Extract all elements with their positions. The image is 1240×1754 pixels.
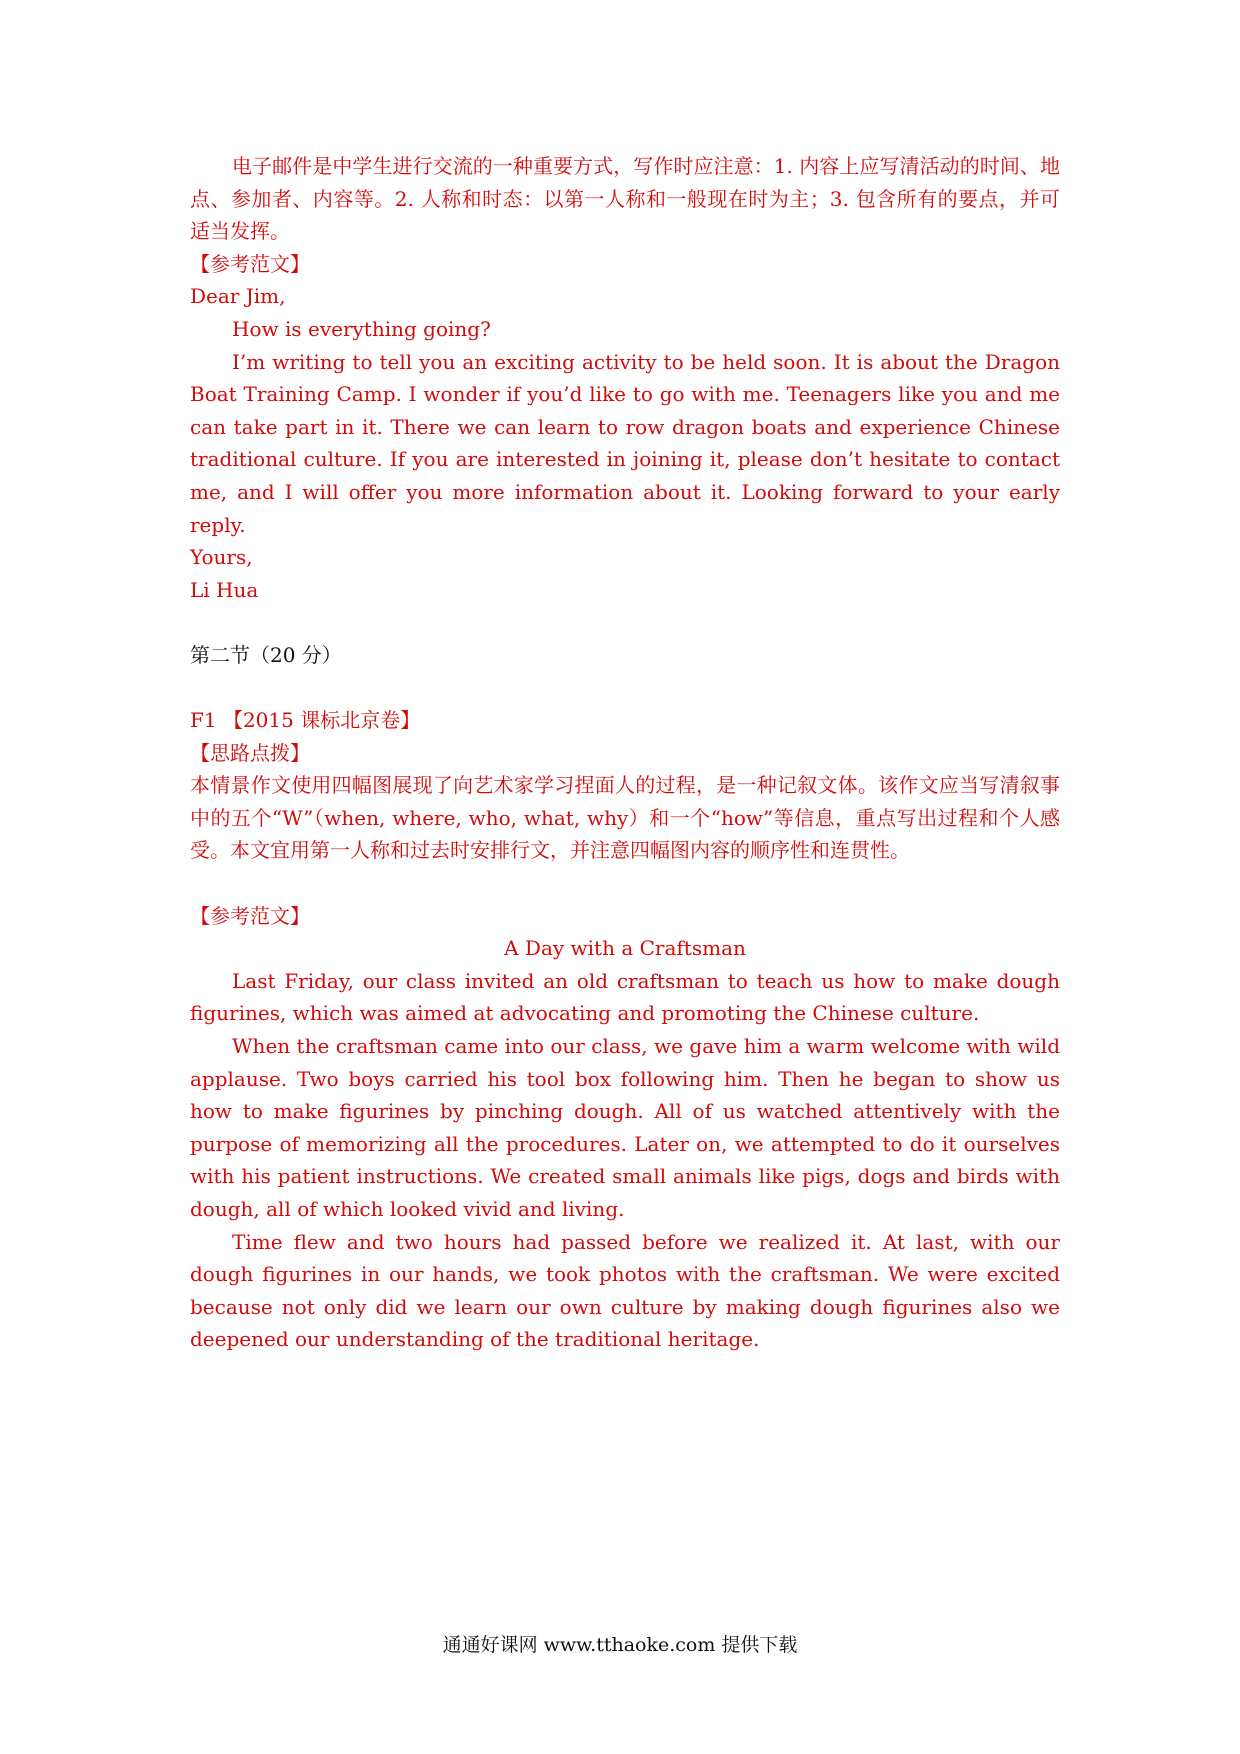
letter-body: I’m writing to tell you an exciting activity to be held soon. It is about the Dragon Boat Training Camp. I wonder if you’d like to go with me. Teenagers like you and me can take part in it. There we can learn to row dragon boats and experience Chinese traditional culture. If you are interested in joining it, please don’t hesitate to contact me, and I will offer you more information about it. Looking forward to your early reply. <box>190 349 1060 537</box>
letter-signature: Li Hua <box>190 577 259 602</box>
essay-title: A Day with a Craftsman <box>504 936 746 961</box>
sample-heading-2: 【参考范文】 <box>190 903 310 928</box>
document-page <box>190 150 1060 1356</box>
sample-heading-1: 【参考范文】 <box>190 251 310 276</box>
letter-salutation: Dear Jim, <box>190 284 286 309</box>
spacer <box>190 606 1060 639</box>
spacer <box>190 672 1060 705</box>
letter-greeting: How is everything going? <box>232 316 491 341</box>
essay-paragraph-1: Last Friday, our class invited an old craftsman to teach us how to make dough figurines, which was aimed at advocating and promoting the Chinese culture. <box>190 968 1060 1026</box>
hint-text: 本情景作文使用四幅图展现了向艺术家学习捏面人的过程，是一种记叙文体。该作文应当写清叙事中的五个“W”（when, where, who, what, why）和一个“how”等信息，重点写出过程和个人感受。本文宜用第一人称和过去时安排行文，并注意四幅图内容的顺序性和连贯性。 <box>190 773 1060 863</box>
letter-closing: Yours, <box>190 545 253 570</box>
essay-paragraph-2: When the craftsman came into our class, we gave him a warm welcome with wild applause. Two boys carried his tool box following him. Then he began to show us how to make figurines by pinching dough. All of us watched attentively with the purpose of memorizing all the procedures. Later on, we attempted to do it ourselves with his patient instructions. We created small animals like pigs, dogs and birds with dough, all of which looked vivid and living. <box>190 1034 1060 1221</box>
spacer <box>190 867 1060 900</box>
hint-heading: 【思路点拨】 <box>190 740 310 765</box>
essay-paragraph-3: Time flew and two hours had passed before we realized it. At last, with our dough figurines in our hands, we took photos with the craftsman. We were excited because not only did we learn our own culture by making dough figurines also we deepened our understanding of the traditional heritage. <box>190 1229 1060 1352</box>
intro-paragraph: 电子邮件是中学生进行交流的一种重要方式，写作时应注意：1. 内容上应写清活动的时间、地点、参加者、内容等。2. 人称和时态：以第一人称和一般现在时为主；3. 包含所有的要点，并可适当发挥。 <box>190 154 1060 244</box>
section-heading: 第二节（20 分） <box>190 642 342 667</box>
page-footer: 通通好课网 www.tthaoke.com 提供下载 <box>442 1634 798 1656</box>
item-label: F1 【2015 课标北京卷】 <box>190 708 421 733</box>
